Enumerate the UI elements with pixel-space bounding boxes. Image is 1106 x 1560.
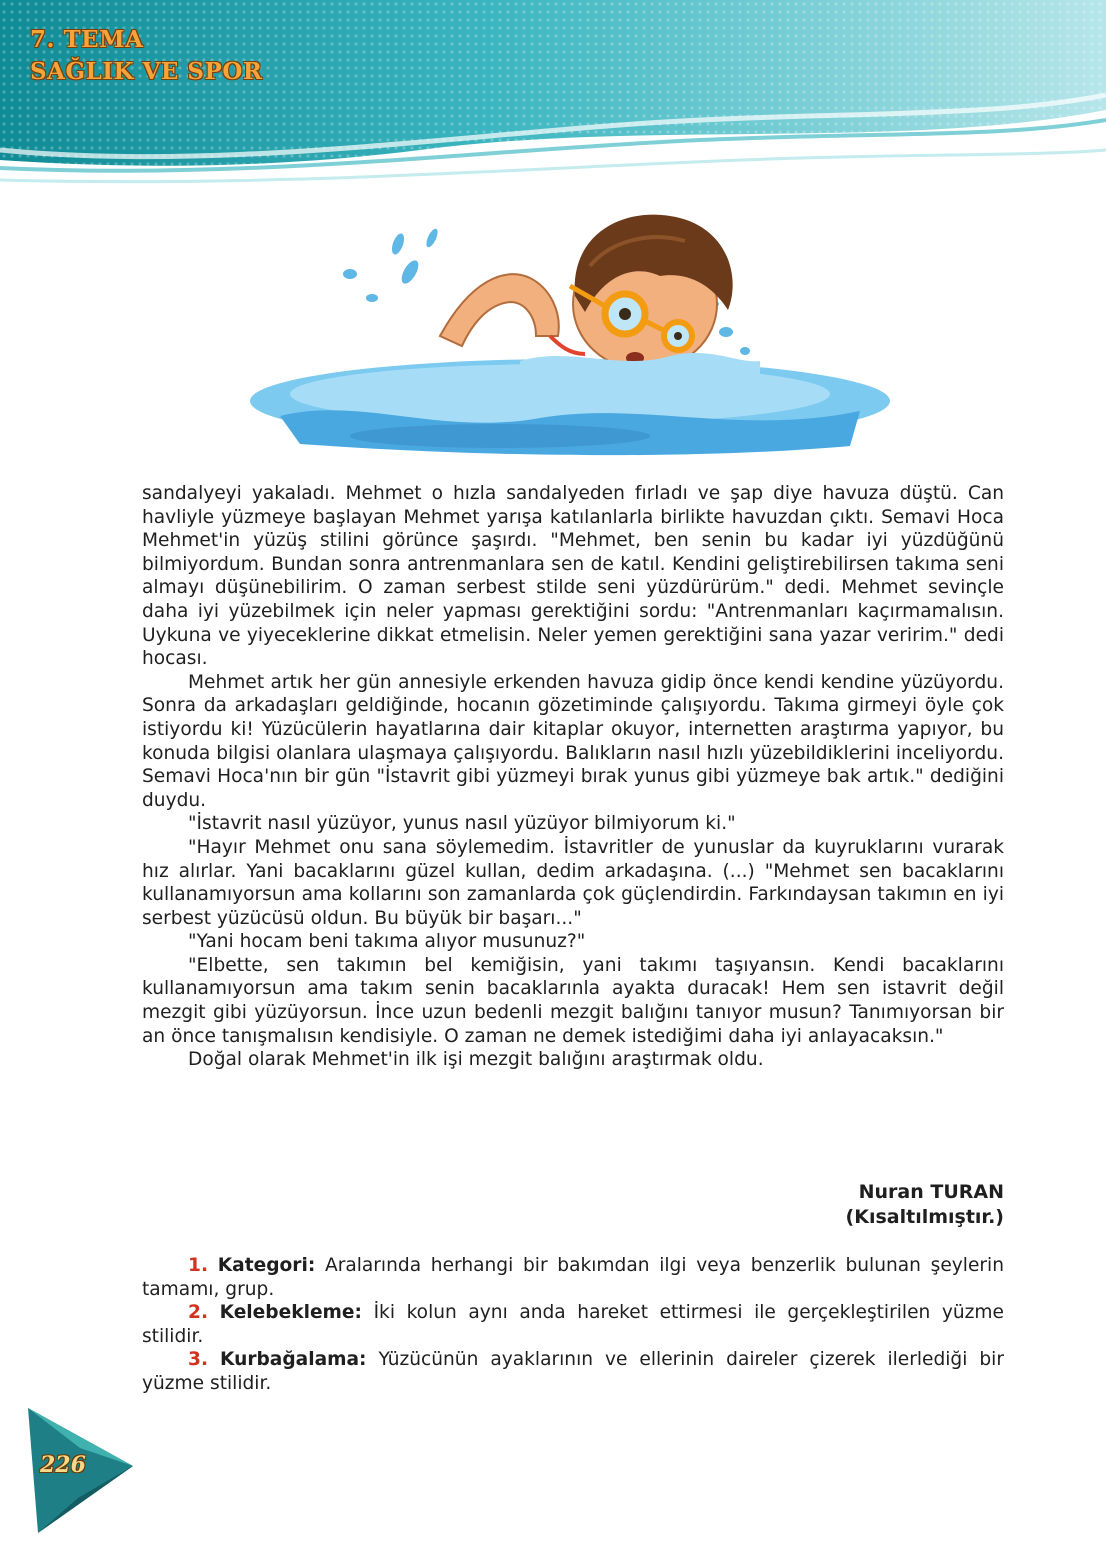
glossary-item (142, 1348, 1004, 1395)
glossary (142, 1254, 1004, 1396)
story-paragraph: "Yani hocam beni takıma alıyor musunuz?" (188, 931, 586, 953)
glossary-definition: Aralarında herhangi bir bakımdan ilgi veya benzerlik bulunan şeylerin tamamı, grup. (142, 1255, 1004, 1300)
theme-title (30, 24, 262, 88)
glossary-definition: İki kolun aynı anda hareket ettirmesi ile gerçekleştirilen yüzme stilidir. (142, 1302, 1004, 1347)
glossary-item (142, 1254, 1004, 1301)
author-name: Nuran TURAN (858, 1181, 1004, 1203)
glossary-term: Kelebekleme: (219, 1302, 362, 1324)
author-note: (Kısaltılmıştır.) (845, 1206, 1004, 1228)
glossary-number: 2. (188, 1302, 209, 1324)
theme-number: 7. TEMA (30, 26, 144, 53)
glossary-number: 1. (188, 1255, 209, 1276)
story-paragraph: Mehmet artık her gün annesiyle erkenden havuza gidip önce kendi kendine yüzüyordu. Sonra da arkadaşları geldiğinde, hocanın gözetiminde çalışıyordu. Takıma girmeyi öyle çok istiyordu ki! Yüzücülerin hayatlarına dair kitaplar okuyor, internetten araştırma yapıyor, bu konuda bilgisi olanlara ulaşmaya çalışıyordu. Balıkların nasıl hızlı yüzebildiklerini inceliyordu. Semavi Hoca'nın bir gün "İstavrit gibi yüzmeyi bırak yunus gibi yüzmeye bak artık." dediğini duydu. (142, 671, 1004, 811)
theme-name: SAĞLIK VE SPOR (30, 58, 263, 85)
story-paragraph: "Hayır Mehmet onu sana söylemedim. İstavritler de yunuslar da kuyruklarını vurarak hız alırlar. Yani bacaklarını güzel kullan, dedim arkadaşına. (...) "Mehmet sen bacaklarını kullanamıyorsun ama kollarını son zamanlarda çok güçlendirdin. Farkındaysan takımın en iyi serbest yüzücüsü oldun. Bu büyük bir başarı..." (142, 836, 1004, 929)
story-paragraph: Doğal olarak Mehmet'in ilk işi mezgit balığını araştırmak oldu. (188, 1049, 764, 1071)
glossary-term: Kategori: (217, 1255, 316, 1276)
swimming-boy-illustration (240, 186, 900, 466)
glossary-number: 3. (188, 1349, 209, 1371)
story-paragraph: "İstavrit nasıl yüzüyor, yunus nasıl yüzüyor bilmiyorum ki." (188, 813, 736, 835)
glossary-definition: Yüzücünün ayaklarının ve ellerinin daireler çizerek ilerlediği bir yüzme stilidir. (142, 1349, 1004, 1394)
glossary-item (142, 1301, 1004, 1348)
glossary-term: Kurbağalama: (220, 1349, 367, 1371)
story-text (142, 482, 1004, 1072)
author-credit (846, 1180, 1004, 1230)
page-number: 226 (40, 1452, 86, 1478)
story-paragraph: sandalyeyi yakaladı. Mehmet o hızla sandalyeden fırladı ve şap diye havuza düştü. Can havliyle yüzmeye başlayan Mehmet yarışa katılanlarla birlikte havuzdan çıktı. Semavi Hoca Mehmet'in yüzüş stilini görünce şaşırdı. "Mehmet, ben senin bu kadar iyi yüzdüğünü bilmiyordum. Bundan sonra antrenmanlara sen de katıl. Kendini geliştirebilirsen takıma seni almayı düşünebilirim. O zaman serbest stilde seni yüzdürürüm." dedi. Mehmet sevinçle daha iyi yüzebilmek için neler yapması gerektiğini sordu: "Antrenmanları kaçırmamalısın. Uykuna ve yiyeceklerine dikkat etmelisin. Neler yemen gerektiğini sana yazar veririm." dedi hocası. (142, 483, 1004, 670)
story-paragraph: "Elbette, sen takımın bel kemiğisin, yani takımı taşıyansın. Kendi bacaklarını kullanamıyorsun ama takım senin bacaklarınla ayakta duracak! Hem sen istavrit değil mezgit gibi yüzüyorsun. İnce uzun bedenli mezgit balığını tanıyor musun? Tanımıyorsan bir an önce tanışmalısın kendisiyle. O zaman ne demek istediğimi daha iyi anlayacaksın." (142, 954, 1004, 1047)
